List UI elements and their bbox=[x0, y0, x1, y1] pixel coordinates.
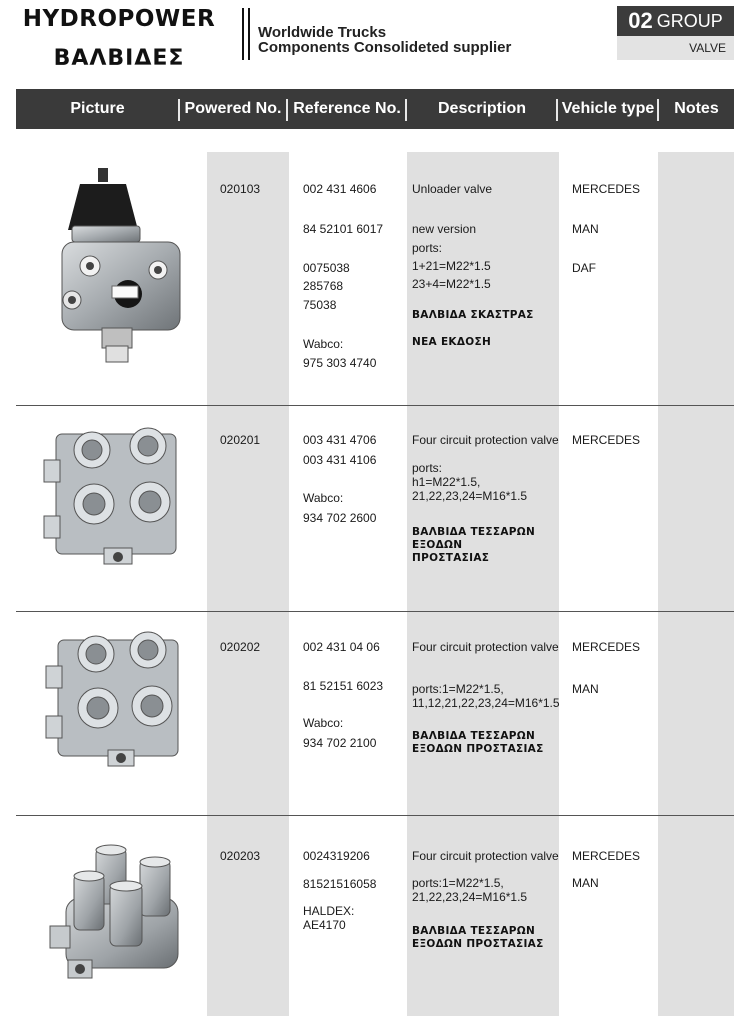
brand-subtitle: ΒΑΛΒΙΔΕΣ bbox=[53, 46, 185, 71]
powered-number: 020103 bbox=[220, 182, 261, 196]
greek-description: ΠΡΟΣΤΑΣΙΑΣ bbox=[412, 552, 490, 564]
group-category: VALVE bbox=[617, 36, 734, 60]
supplier-label: Wabco: bbox=[303, 337, 344, 351]
reference-number: 81521516058 bbox=[303, 877, 377, 891]
group-badge bbox=[617, 6, 734, 36]
description-text: 11,12,21,22,23,24=M16*1.5 bbox=[412, 696, 560, 710]
header-divider bbox=[242, 8, 244, 60]
reference-number: 84 52101 6017 bbox=[303, 222, 384, 236]
reference-number: 934 702 2600 bbox=[303, 511, 377, 525]
tagline-line-2: Components Consolideted supplier bbox=[258, 39, 512, 56]
description-title: Four circuit protection valve bbox=[412, 849, 559, 863]
row-separator bbox=[16, 405, 734, 406]
description-title: Four circuit protection valve bbox=[412, 433, 559, 447]
description-text: ports:1=M22*1.5, bbox=[412, 682, 504, 696]
greek-description: ΒΑΛΒΙΔΑ ΤΕΣΣΑΡΩΝ bbox=[412, 526, 536, 538]
description-text: ports:1=M22*1.5, bbox=[412, 876, 504, 890]
powered-column-shade bbox=[207, 152, 289, 1016]
reference-number: AE4170 bbox=[303, 918, 346, 932]
table-header bbox=[16, 89, 734, 129]
column-header-vehicle-type: Vehicle type bbox=[561, 100, 655, 117]
vehicle-type: MERCEDES bbox=[572, 849, 641, 863]
group-label: GROUP bbox=[656, 10, 723, 31]
vehicle-type: MERCEDES bbox=[572, 182, 641, 196]
powered-number: 020202 bbox=[220, 640, 261, 654]
reference-number: 003 431 4106 bbox=[303, 453, 377, 467]
greek-description: ΒΑΛΒΙΔΑ ΤΕΣΣΑΡΩΝ bbox=[412, 925, 536, 937]
supplier-label: Wabco: bbox=[303, 716, 344, 730]
column-header-notes: Notes bbox=[674, 100, 719, 117]
reference-number: 0075038 bbox=[303, 261, 350, 275]
powered-number: 020201 bbox=[220, 433, 261, 447]
greek-description: ΒΑΛΒΙΔΑ ΣΚΑΣΤΡΑΣ bbox=[412, 309, 534, 321]
greek-description: ΕΞΟΔΩΝ ΠΡΟΣΤΑΣΙΑΣ bbox=[412, 938, 544, 950]
column-header-description: Description bbox=[437, 100, 526, 117]
notes-column-shade bbox=[658, 152, 734, 1016]
vehicle-type: MAN bbox=[572, 222, 599, 236]
four-circuit-valve-round-image bbox=[46, 840, 196, 990]
description-text: new version bbox=[412, 222, 477, 236]
reference-number: 003 431 4706 bbox=[303, 433, 377, 447]
header-divider bbox=[248, 8, 250, 60]
column-header-powered-no: Powered No. bbox=[184, 100, 282, 117]
reference-number: 81 52151 6023 bbox=[303, 679, 384, 693]
supplier-label: HALDEX: bbox=[303, 904, 355, 918]
description-text: 23+4=M22*1.5 bbox=[412, 277, 491, 291]
row-separator bbox=[16, 815, 734, 816]
description-text: ports: bbox=[412, 461, 443, 475]
company-tagline bbox=[258, 25, 511, 55]
reference-number: 285768 bbox=[303, 279, 344, 293]
reference-number: 002 431 04 06 bbox=[303, 640, 380, 654]
vehicle-type: MERCEDES bbox=[572, 640, 641, 654]
column-header-reference-no: Reference No. bbox=[293, 100, 401, 117]
description-text: 1+21=M22*1.5 bbox=[412, 259, 491, 273]
greek-description: ΒΑΛΒΙΔΑ ΤΕΣΣΑΡΩΝ bbox=[412, 730, 536, 742]
description-text: ports: bbox=[412, 241, 443, 255]
four-circuit-valve-image bbox=[42, 420, 188, 568]
brand-title: HYDROPOWER bbox=[22, 6, 216, 32]
greek-description: ΕΞΟΔΩΝ ΠΡΟΣΤΑΣΙΑΣ bbox=[412, 743, 544, 755]
powered-number: 020203 bbox=[220, 849, 261, 863]
reference-number: 0024319206 bbox=[303, 849, 370, 863]
column-header-picture: Picture bbox=[70, 100, 125, 117]
unloader-valve-image bbox=[46, 160, 196, 370]
vehicle-type: MAN bbox=[572, 876, 599, 890]
description-text: 21,22,23,24=M16*1.5 bbox=[412, 489, 528, 503]
reference-number: 002 431 4606 bbox=[303, 182, 377, 196]
reference-number: 934 702 2100 bbox=[303, 736, 377, 750]
reference-number: 975 303 4740 bbox=[303, 356, 377, 370]
description-title: Unloader valve bbox=[412, 182, 493, 196]
description-text: 21,22,23,24=M16*1.5 bbox=[412, 890, 528, 904]
group-number: 02 bbox=[628, 8, 653, 33]
description-title: Four circuit protection valve bbox=[412, 640, 559, 654]
vehicle-type: DAF bbox=[572, 261, 596, 275]
vehicle-type: MERCEDES bbox=[572, 433, 641, 447]
greek-description: ΝΕΑ ΕΚΔΟΣΗ bbox=[412, 336, 492, 348]
four-circuit-valve-image bbox=[44, 622, 190, 770]
supplier-label: Wabco: bbox=[303, 491, 344, 505]
greek-description: ΕΞΟΔΩΝ bbox=[412, 539, 463, 551]
reference-number: 75038 bbox=[303, 298, 337, 312]
vehicle-type: MAN bbox=[572, 682, 599, 696]
tagline-line-1: Worldwide Trucks bbox=[258, 24, 387, 41]
row-separator bbox=[16, 611, 734, 612]
description-text: h1=M22*1.5, bbox=[412, 475, 481, 489]
